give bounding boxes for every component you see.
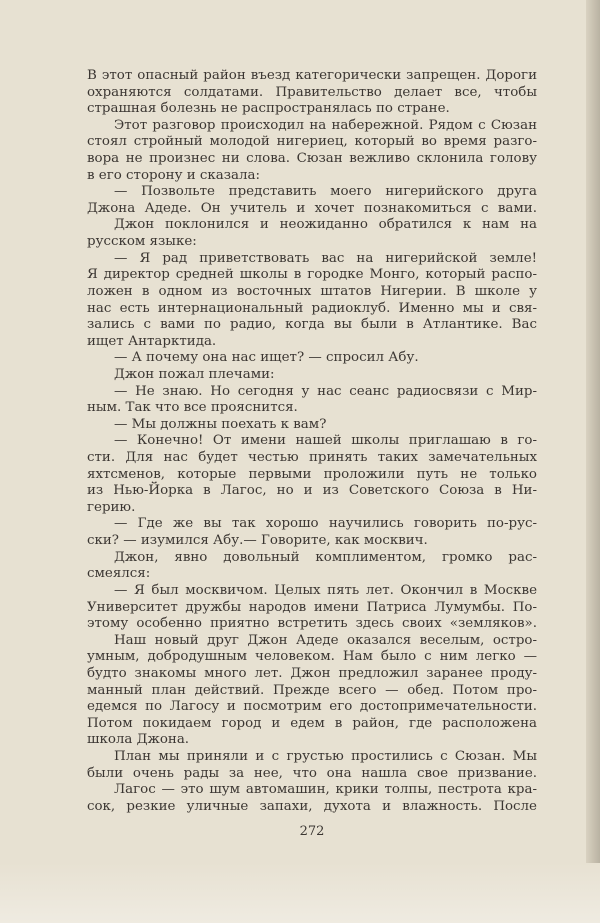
text-line: зались с вами по радио, когда вы были в Атлантике. Вас [87, 317, 537, 333]
page-edge-shadow [586, 0, 600, 923]
text-line: В этот опасный район въезд категорически запрещен. Дороги [87, 68, 537, 83]
text-line: — Мы должны поехать к вам? [114, 416, 327, 432]
text-line: яхтсменов, которые первыми проложили путь не только [87, 466, 537, 482]
text-line: из Нью-Йорка в Лагос, но и из Советского Союза в Ни- [87, 483, 537, 499]
text-line: Этот разговор происходил на набережной. Рядом с Сюзан [114, 117, 537, 133]
text-line: ным. Так что все прояснится. [87, 400, 298, 416]
text-line: стоял стройный молодой нигериец, который во время разго- [87, 134, 537, 150]
page-bottom-margin [0, 863, 600, 923]
text-line: сок, резкие уличные запахи, духота и влажность. После [87, 798, 537, 814]
text-line: школа Джона. [87, 732, 190, 748]
text-line: План мы приняли и с грустью простились с Сюзан. Мы [114, 748, 537, 764]
text-line: сти. Для нас будет честью принять таких замечательных [87, 450, 537, 466]
text-line: — А почему она нас ищет? — спросил Абу. [114, 350, 419, 366]
text-line: Джон поклонился и неожиданно обратился к нам на [114, 217, 537, 233]
text-line: — Где же вы так хорошо научились говорить по-рус- [114, 516, 537, 532]
text-line: умным, добродушным человеком. Нам было с ним легко — [87, 649, 537, 665]
text-line: ложен в одном из восточных штатов Нигерии. В школе у [87, 283, 537, 299]
text-line: Наш новый друг Джон Адеде оказался веселым, остро- [114, 632, 537, 648]
text-line: страшная болезнь не распространялась по стране. [87, 101, 450, 117]
text-line: вора не произнес ни слова. Сюзан вежливо склонила голову [87, 151, 537, 167]
text-line: Я директор средней школы в городке Монго, который распо- [87, 267, 537, 283]
text-line: будто знакомы много лет. Джон предложил заранее проду- [87, 665, 537, 681]
text-line: — Я рад приветствовать вас на нигерийской земле! [114, 250, 537, 266]
text-line: — Позвольте представить моего нигерийского друга [114, 184, 537, 200]
page-number: 272 [299, 824, 325, 839]
text-line: Джона Адеде. Он учитель и хочет познакомиться с вами. [87, 200, 537, 216]
text-line: нас есть интернациональный радиоклуб. Именно мы и свя- [87, 300, 537, 316]
text-line: — Конечно! От имени нашей школы приглашаю в го- [114, 433, 537, 449]
text-line: охраняются солдатами. Правительство делает все, чтобы [87, 84, 537, 100]
text-line: Джон пожал плечами: [114, 366, 275, 382]
text-line: были очень рады за нее, что она нашла свое призвание. [87, 765, 537, 781]
text-line: этому особенно приятно встретить здесь своих «земляков». [87, 616, 537, 632]
text-line: Джон, явно довольный комплиментом, громко рас- [114, 549, 537, 565]
text-line: — Я был москвичом. Целых пять лет. Окончил в Москве [114, 582, 537, 598]
text-line: Лагос — это шум автомашин, крики толпы, пестрота кра- [114, 782, 537, 798]
text-line: ски? — изумился Абу.— Говорите, как москвич. [87, 533, 428, 549]
text-line: герию. [87, 499, 136, 515]
text-line: — Не знаю. Но сегодня у нас сеанс радиосвязи с Мир- [114, 383, 537, 399]
text-line: русском языке: [87, 234, 197, 250]
text-line: манный план действий. Прежде всего — обед. Потом про- [87, 682, 537, 698]
text-line: Университет дружбы народов имени Патриса Лумумбы. По- [87, 599, 537, 615]
page-body-text [87, 68, 537, 815]
text-line: смеялся: [87, 566, 151, 582]
text-line: Потом покидаем город и едем в район, где расположена [87, 715, 537, 731]
text-line: ищет Антарктида. [87, 333, 217, 349]
text-line: едемся по Лагосу и посмотрим его достопримечательности. [87, 699, 537, 715]
text-line: в его сторону и сказала: [87, 167, 261, 183]
